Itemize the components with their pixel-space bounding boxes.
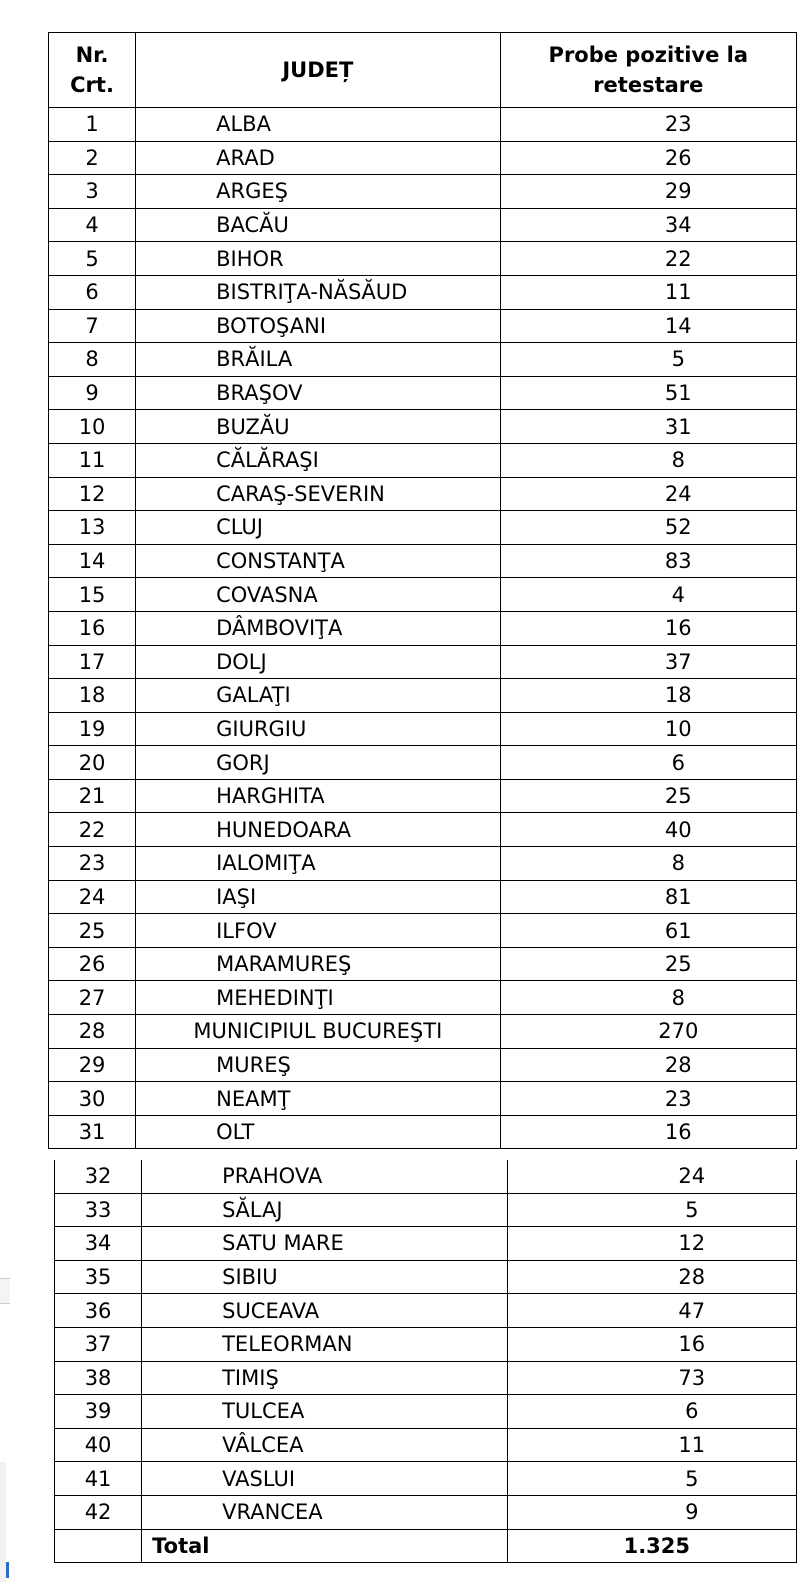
row-number: 20: [49, 746, 136, 780]
positive-count: 16: [500, 611, 796, 645]
county-name: GIURGIU: [136, 712, 500, 746]
county-name: ARAD: [136, 141, 500, 175]
table-row: [55, 1361, 797, 1395]
county-name: VÂLCEA: [142, 1428, 507, 1462]
county-name: BRAŞOV: [136, 376, 500, 410]
row-number: 24: [49, 880, 136, 914]
positive-count: 8: [500, 981, 796, 1015]
positive-count: 25: [500, 779, 796, 813]
row-number: 13: [49, 511, 136, 545]
row-number: 41: [55, 1462, 142, 1496]
county-name: SATU MARE: [142, 1227, 507, 1261]
table-row: [49, 746, 797, 780]
table-row: [55, 1193, 797, 1227]
positive-count: 22: [500, 242, 796, 276]
row-number: 12: [49, 477, 136, 511]
table-header-row: [49, 33, 797, 108]
row-number: 9: [49, 376, 136, 410]
table-row: [49, 611, 797, 645]
table-row: [55, 1395, 797, 1429]
county-name: VASLUI: [142, 1462, 507, 1496]
row-number: 23: [49, 847, 136, 881]
row-number: 5: [49, 242, 136, 276]
total-empty-cell: [55, 1529, 142, 1563]
positive-count: 23: [500, 108, 796, 142]
positive-count: 28: [500, 1048, 796, 1082]
background-page-fragment: [0, 1278, 10, 1304]
county-name: ALBA: [136, 108, 500, 142]
table-row: [49, 578, 797, 612]
total-label: Total: [142, 1529, 507, 1563]
county-name: DÂMBOVIŢA: [136, 611, 500, 645]
positive-count: 47: [507, 1294, 796, 1328]
table-row: [55, 1428, 797, 1462]
row-number: 7: [49, 309, 136, 343]
row-number: 30: [49, 1082, 136, 1116]
row-number: 38: [55, 1361, 142, 1395]
county-name: BRĂILA: [136, 343, 500, 377]
row-number: 15: [49, 578, 136, 612]
row-number: 16: [49, 611, 136, 645]
county-name: CARAŞ-SEVERIN: [136, 477, 500, 511]
table-row: [49, 477, 797, 511]
positive-count: 40: [500, 813, 796, 847]
table-row: [55, 1462, 797, 1496]
row-number: 3: [49, 175, 136, 209]
row-number: 42: [55, 1495, 142, 1529]
row-number: 14: [49, 544, 136, 578]
county-name: IAŞI: [136, 880, 500, 914]
table-row: [49, 1015, 797, 1049]
positive-count: 52: [500, 511, 796, 545]
county-name: COVASNA: [136, 578, 500, 612]
county-name: SĂLAJ: [142, 1193, 507, 1227]
table-row: [49, 544, 797, 578]
header-judet: JUDEȚ: [136, 33, 500, 108]
table-row: [49, 981, 797, 1015]
row-number: 36: [55, 1294, 142, 1328]
positive-count: 37: [500, 645, 796, 679]
county-table-part-1: [48, 32, 797, 1149]
county-name: SUCEAVA: [142, 1294, 507, 1328]
row-number: 34: [55, 1227, 142, 1261]
county-name: BISTRIŢA-NĂSĂUD: [136, 275, 500, 309]
positive-count: 28: [507, 1260, 796, 1294]
row-number: 8: [49, 343, 136, 377]
header-nr-crt: Nr. Crt.: [49, 33, 136, 108]
county-name: BACĂU: [136, 208, 500, 242]
county-name: CĂLĂRAŞI: [136, 443, 500, 477]
row-number: 33: [55, 1193, 142, 1227]
table-row: [49, 880, 797, 914]
table-row: [49, 309, 797, 343]
row-number: 4: [49, 208, 136, 242]
county-name: MEHEDINŢI: [136, 981, 500, 1015]
positive-count: 24: [500, 477, 796, 511]
row-number: 25: [49, 914, 136, 948]
positive-count: 6: [500, 746, 796, 780]
table-row: [49, 679, 797, 713]
table-row: [49, 645, 797, 679]
row-number: 32: [55, 1160, 142, 1193]
row-number: 35: [55, 1260, 142, 1294]
county-name: MARAMUREŞ: [136, 947, 500, 981]
row-number: 37: [55, 1327, 142, 1361]
row-number: 17: [49, 645, 136, 679]
county-name: OLT: [136, 1115, 500, 1149]
positive-count: 73: [507, 1361, 796, 1395]
county-name: MUNICIPIUL BUCUREŞTI: [136, 1015, 500, 1049]
table-row: [49, 141, 797, 175]
positive-count: 5: [507, 1462, 796, 1496]
row-number: 29: [49, 1048, 136, 1082]
table-row: [49, 275, 797, 309]
county-name: NEAMŢ: [136, 1082, 500, 1116]
row-number: 1: [49, 108, 136, 142]
table-row: [49, 947, 797, 981]
row-number: 18: [49, 679, 136, 713]
table-row: [55, 1495, 797, 1529]
table-row: [55, 1227, 797, 1261]
positive-count: 16: [500, 1115, 796, 1149]
positive-count: 5: [507, 1193, 796, 1227]
positive-count: 5: [500, 343, 796, 377]
positive-count: 9: [507, 1495, 796, 1529]
county-name: TELEORMAN: [142, 1327, 507, 1361]
row-number: 19: [49, 712, 136, 746]
positive-count: 8: [500, 847, 796, 881]
positive-count: 25: [500, 947, 796, 981]
row-number: 27: [49, 981, 136, 1015]
header-probe-pozitive: Probe pozitive la retestare: [500, 33, 796, 108]
county-name: TIMIŞ: [142, 1361, 507, 1395]
row-number: 40: [55, 1428, 142, 1462]
total-value: 1.325: [507, 1529, 796, 1563]
row-number: 6: [49, 275, 136, 309]
table-row: [49, 813, 797, 847]
row-number: 2: [49, 141, 136, 175]
county-name: CONSTANŢA: [136, 544, 500, 578]
positive-count: 34: [500, 208, 796, 242]
positive-count: 4: [500, 578, 796, 612]
positive-count: 24: [507, 1160, 796, 1193]
positive-count: 31: [500, 410, 796, 444]
background-page-accent: [6, 1562, 9, 1578]
row-number: 11: [49, 443, 136, 477]
county-name: GALAŢI: [136, 679, 500, 713]
positive-count: 18: [500, 679, 796, 713]
county-table-part-2: [54, 1160, 797, 1563]
row-number: 31: [49, 1115, 136, 1149]
positive-count: 51: [500, 376, 796, 410]
table-row: [49, 914, 797, 948]
table-row: [55, 1160, 797, 1193]
table-row: [49, 108, 797, 142]
county-name: ILFOV: [136, 914, 500, 948]
table-row: [49, 376, 797, 410]
table-row: [49, 208, 797, 242]
positive-count: 83: [500, 544, 796, 578]
total-row: [55, 1529, 797, 1563]
table-row: [49, 343, 797, 377]
positive-count: 26: [500, 141, 796, 175]
table-row: [49, 175, 797, 209]
county-name: GORJ: [136, 746, 500, 780]
table-row: [49, 410, 797, 444]
county-name: DOLJ: [136, 645, 500, 679]
table-row: [49, 443, 797, 477]
county-name: CLUJ: [136, 511, 500, 545]
row-number: 22: [49, 813, 136, 847]
table-row: [49, 1115, 797, 1149]
county-name: TULCEA: [142, 1395, 507, 1429]
row-number: 26: [49, 947, 136, 981]
table-row: [55, 1294, 797, 1328]
positive-count: 14: [500, 309, 796, 343]
row-number: 28: [49, 1015, 136, 1049]
county-name: BIHOR: [136, 242, 500, 276]
county-name: IALOMIŢA: [136, 847, 500, 881]
county-name: ARGEŞ: [136, 175, 500, 209]
county-name: MUREŞ: [136, 1048, 500, 1082]
county-name: PRAHOVA: [142, 1160, 507, 1193]
county-name: BOTOŞANI: [136, 309, 500, 343]
county-name: HARGHITA: [136, 779, 500, 813]
table-row: [49, 1082, 797, 1116]
county-name: BUZĂU: [136, 410, 500, 444]
table-row: [49, 1048, 797, 1082]
table-row: [49, 712, 797, 746]
county-name: SIBIU: [142, 1260, 507, 1294]
positive-count: 81: [500, 880, 796, 914]
positive-count: 16: [507, 1327, 796, 1361]
table-row: [49, 511, 797, 545]
table-row: [49, 242, 797, 276]
row-number: 21: [49, 779, 136, 813]
positive-count: 11: [500, 275, 796, 309]
positive-count: 11: [507, 1428, 796, 1462]
positive-count: 29: [500, 175, 796, 209]
positive-count: 10: [500, 712, 796, 746]
table-row: [55, 1260, 797, 1294]
county-name: HUNEDOARA: [136, 813, 500, 847]
county-name: VRANCEA: [142, 1495, 507, 1529]
positive-count: 6: [507, 1395, 796, 1429]
row-number: 10: [49, 410, 136, 444]
row-number: 39: [55, 1395, 142, 1429]
table-row: [55, 1327, 797, 1361]
positive-count: 61: [500, 914, 796, 948]
positive-count: 23: [500, 1082, 796, 1116]
table-row: [49, 847, 797, 881]
positive-count: 270: [500, 1015, 796, 1049]
positive-count: 12: [507, 1227, 796, 1261]
positive-count: 8: [500, 443, 796, 477]
table-row: [49, 779, 797, 813]
